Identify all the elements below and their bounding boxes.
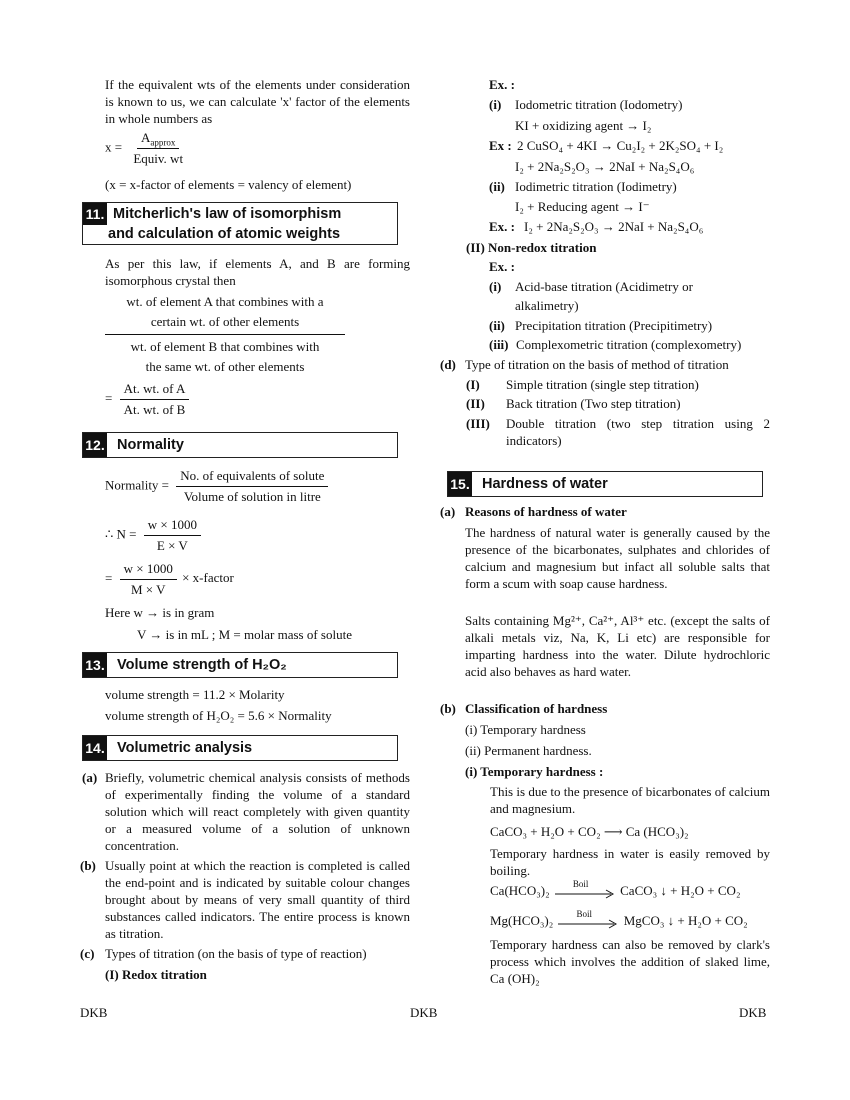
section-11-intro: As per this law, if elements A, and B are forming isomorphous crystal then <box>105 256 410 288</box>
section-11-title-line2: and calculation of atomic weights <box>108 226 341 242</box>
iodimetric-label: (ii) <box>489 179 505 194</box>
complexometric-text: Complexometric titration (complexometry) <box>516 337 742 352</box>
example-label-2: Ex : <box>489 138 512 153</box>
hardness-b-title: Classification of hardness <box>465 701 608 716</box>
boiling-equation-calcium <box>490 879 741 899</box>
boiling-equation-magnesium <box>490 909 748 929</box>
atomic-weight-numerator: At. wt. of A <box>120 381 190 400</box>
hardness-a-label: (a) <box>440 504 456 519</box>
section-13-heading <box>82 652 398 678</box>
acid-base-text-2: alkalimetry) <box>515 298 579 313</box>
atomic-weight-equals: = <box>105 390 113 406</box>
section-12-heading <box>82 432 398 458</box>
iodimetric-text: Iodimetric titration (Iodimetry) <box>515 179 677 194</box>
ratio-numerator-line1: wt. of element A that combines with a <box>126 294 324 309</box>
temporary-hardness-paragraph-3: Temporary hardness can also be removed by clark's process which involves the addition of slaked lime, Ca (OH)₂ <box>490 937 770 986</box>
m-formula <box>105 561 234 598</box>
footer-center: DKB <box>410 1005 438 1020</box>
precipitation-text: Precipitation titration (Precipitimetry) <box>515 318 713 333</box>
section-11-number: 11. <box>83 203 107 225</box>
intro-paragraph: If the equivalent wts of the elements under consideration is known to us, we can calculate 'x' factor of the elements in whole numbers as <box>105 77 410 126</box>
item-b-text: Usually point at which the reaction is completed is called the end-point and is indicated by suitable colour changes brought about by means of very small quantity of third substances called indicators. The entire process is known as titration. <box>105 858 410 941</box>
volume-strength-molarity: volume strength = 11.2 × Molarity <box>105 687 285 702</box>
calcium-bicarbonate-equation: CaCO₃ + H₂O + CO₂ ⟶ Ca (HCO₃)₂ <box>490 824 689 839</box>
item-a-label: (a) <box>82 770 98 785</box>
double-titration-label: (III) <box>466 416 490 431</box>
boil-arrow-1 <box>553 879 617 899</box>
redox-titration-heading: (I) Redox titration <box>105 967 207 982</box>
section-14-title: Volumetric analysis <box>117 740 253 756</box>
item-d-text: Type of titration on the basis of method of titration <box>465 357 729 372</box>
normality-formula <box>105 468 328 505</box>
x-factor-note: (x = x-factor of elements = valency of element) <box>105 177 352 192</box>
section-11-title-line1: Mitcherlich's law of isomorphism <box>113 206 342 222</box>
m-formula-tail: × x-factor <box>182 570 234 586</box>
item-c-label: (c) <box>80 946 95 961</box>
n-formula-lhs: ∴ N = <box>105 526 137 542</box>
x-formula-lhs: x = <box>105 139 123 155</box>
boil-label-2: Boil <box>576 909 592 920</box>
precipitation-label: (ii) <box>489 318 505 333</box>
x-factor-formula <box>105 130 187 167</box>
hardness-a-paragraph-2: Salts containing Mg²⁺, Ca²⁺, Al³⁺ etc. (except the salts of alkali metals viz, Na, K, Li etc) are responsible for imparting hardness into the water. Dilute hydrochloric acid also behaves as hard water. <box>465 613 770 679</box>
thiosulphate-equation-1: I₂ + 2Na₂S₂O₃ → 2NaI + Na₂S₄O₆ <box>515 159 695 174</box>
ratio-denominator-line2: the same wt. of other elements <box>145 359 305 374</box>
section-14-number: 14. <box>83 736 107 760</box>
normality-lhs: Normality = <box>105 477 170 493</box>
section-15-heading <box>447 471 763 497</box>
temporary-hardness-paragraph-1: This is due to the presence of bicarbonates of calcium and magnesium. <box>490 784 770 816</box>
x-formula-numerator: A <box>141 130 151 145</box>
footer-left: DKB <box>80 1005 108 1020</box>
ratio-numerator-line2: certain wt. of other elements <box>105 312 345 335</box>
hardness-a-paragraph-1: The hardness of natural water is generally caused by the presence of the bicarbonates, sulphates and chlorides of calcium and magnesium but infact all soluble salts that form a scum with soap cause hardness. <box>465 525 770 591</box>
acid-base-text-1: Acid-base titration (Acidimetry or <box>515 279 693 294</box>
section-14-heading <box>82 735 398 761</box>
boiling-equation-magnesium-lhs: Mg(HCO₃)₂ <box>490 913 554 928</box>
back-titration-text: Back titration (Two step titration) <box>506 396 681 411</box>
iodometric-equation: KI + oxidizing agent → I₂ <box>515 118 652 133</box>
ratio-denominator-line1: wt. of element B that combines with <box>130 339 320 354</box>
item-c-text: Types of titration (on the basis of type of reaction) <box>105 946 367 961</box>
boiling-equation-calcium-rhs: CaCO₃ ↓ + H₂O + CO₂ <box>620 883 741 898</box>
normality-numerator: No. of equivalents of solute <box>176 468 328 487</box>
section-12-number: 12. <box>83 433 107 457</box>
footer-right: DKB <box>739 1005 767 1020</box>
m-formula-numerator: w × 1000 <box>120 561 177 580</box>
section-15-title: Hardness of water <box>482 476 608 492</box>
item-a-text: Briefly, volumetric chemical analysis consists of methods of experimentally finding the volume of a standard solution which will react completely with given quantity or a measured volume of a solution of unknown concentration. <box>105 770 410 853</box>
x-formula-numerator-sub: approx <box>150 137 176 148</box>
m-formula-equals: = <box>105 570 113 586</box>
units-line-2: V → is in mL ; M = molar mass of solute <box>137 627 352 642</box>
thiosulphate-equation-2: I₂ + 2Na₂S₂O₃ → 2NaI + Na₂S₄O₆ <box>524 219 704 234</box>
iodometric-label: (i) <box>489 97 502 112</box>
complexometric-label: (iii) <box>489 337 509 352</box>
hardness-b-label: (b) <box>440 701 456 716</box>
volume-strength-normality: volume strength of H₂O₂ = 5.6 × Normality <box>105 708 332 723</box>
arrow-right-icon <box>556 917 620 931</box>
section-12-title: Normality <box>117 437 184 453</box>
iodometric-text: Iodometric titration (Iodometry) <box>515 97 683 112</box>
section-13-title: Volume strength of H₂O₂ <box>117 657 287 673</box>
m-formula-denominator: M × V <box>130 582 166 597</box>
n-formula <box>105 517 201 554</box>
temporary-hardness-paragraph-2: Temporary hardness in water is easily removed by boiling. <box>490 846 770 878</box>
iodimetric-equation: I₂ + Reducing agent → I⁻ <box>515 199 650 214</box>
boil-label-1: Boil <box>572 879 589 890</box>
section-11-heading <box>82 202 398 245</box>
normality-denominator: Volume of solution in litre <box>183 489 321 504</box>
arrow-right-icon <box>553 887 617 901</box>
temporary-hardness-heading: (i) Temporary hardness : <box>465 764 604 779</box>
atomic-weight-denominator: At. wt. of B <box>123 402 186 417</box>
example-label-4: Ex. : <box>489 259 515 274</box>
temporary-hardness-item: (i) Temporary hardness <box>465 722 586 737</box>
atomic-weight-ratio <box>105 381 189 418</box>
non-redox-heading: (II) Non-redox titration <box>466 240 597 255</box>
mitcherlich-ratio <box>105 292 345 377</box>
simple-titration-label: (I) <box>466 377 480 392</box>
section-13-number: 13. <box>83 653 107 677</box>
item-d-label: (d) <box>440 357 456 372</box>
simple-titration-text: Simple titration (single step titration) <box>506 377 699 392</box>
example-label-3: Ex. : <box>489 219 515 234</box>
units-line-1: Here w → is in gram <box>105 605 215 620</box>
section-15-number: 15. <box>448 472 472 496</box>
example-label-1: Ex. : <box>489 77 515 92</box>
double-titration-text: Double titration (two step titration using 2 indicators) <box>506 416 770 448</box>
item-b-label: (b) <box>80 858 96 873</box>
boiling-equation-calcium-lhs: Ca(HCO₃)₂ <box>490 883 550 898</box>
x-formula-denominator: Equiv. wt <box>133 151 184 166</box>
back-titration-label: (II) <box>466 396 485 411</box>
boiling-equation-magnesium-rhs: MgCO₃ ↓ + H₂O + CO₂ <box>623 913 748 928</box>
acid-base-label: (i) <box>489 279 502 294</box>
n-formula-denominator: E × V <box>156 538 188 553</box>
cuso4-equation: 2 CuSO₄ + 4KI → Cu₂I₂ + 2K₂SO₄ + I₂ <box>517 138 724 153</box>
boil-arrow-2 <box>556 909 620 929</box>
hardness-a-title: Reasons of hardness of water <box>465 504 627 519</box>
n-formula-numerator: w × 1000 <box>144 517 201 536</box>
permanent-hardness-item: (ii) Permanent hardness. <box>465 743 592 758</box>
